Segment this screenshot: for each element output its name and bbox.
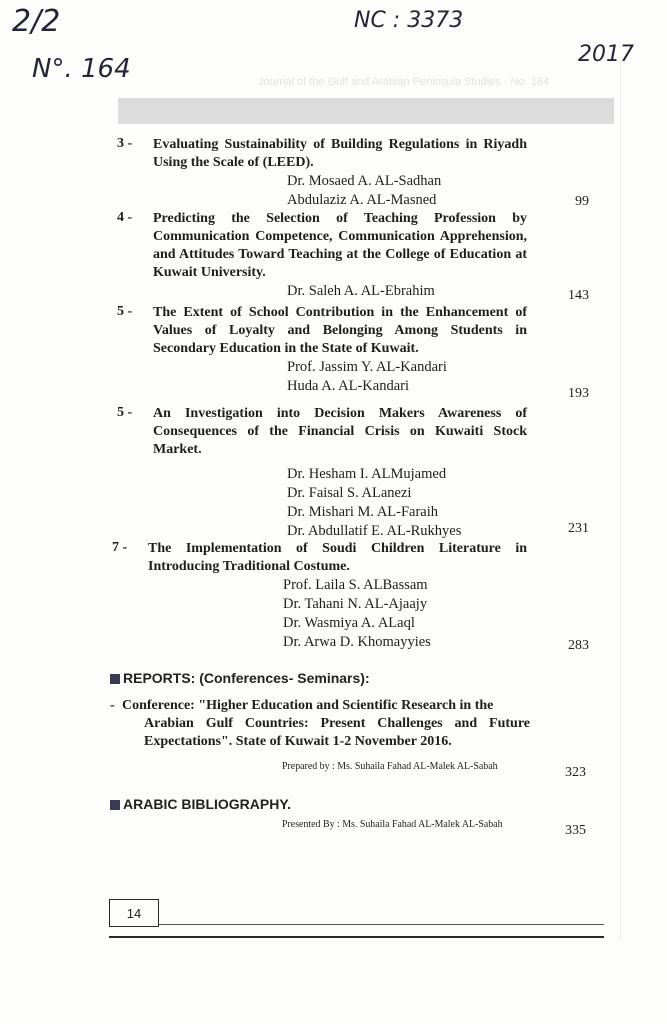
report-page: 323 bbox=[565, 765, 586, 780]
author: Prof. Laila S. ALBassam bbox=[283, 577, 428, 593]
toc-entry-5a bbox=[117, 304, 597, 401]
handwritten-top-left: 2/2 bbox=[12, 4, 61, 39]
report-title-rest: Arabian Gulf Countries: Present Challenges and Future Expectations". State of Kuwait 1-2 November 2016. bbox=[144, 716, 530, 749]
author: Dr. Mosaed A. AL-Sadhan bbox=[287, 173, 442, 189]
toc-entry-4 bbox=[117, 210, 597, 301]
author: Dr. Mishari M. AL-Faraih bbox=[287, 504, 439, 520]
author: Huda A. AL-Kandari bbox=[287, 378, 410, 394]
author: Abdulaziz A. AL-Masned bbox=[287, 192, 437, 208]
entry-number: 3 - bbox=[117, 136, 133, 151]
handwritten-issue-number: N°. 164 bbox=[32, 54, 131, 84]
header-band bbox=[118, 98, 614, 124]
entry-page: 193 bbox=[568, 386, 589, 401]
toc-entry-3 bbox=[117, 136, 597, 210]
bibliography-page: 335 bbox=[565, 823, 586, 838]
author: Dr. Saleh A. AL-Ebrahim bbox=[287, 283, 435, 299]
handwritten-year: 2017 bbox=[578, 42, 634, 67]
reports-heading-text: REPORTS: (Conferences- Seminars): bbox=[123, 670, 370, 686]
entry-number: 5 - bbox=[117, 405, 133, 420]
entry-page: 143 bbox=[568, 288, 589, 303]
entry-page: 99 bbox=[575, 194, 589, 209]
entry-title: An Investigation into Decision Makers Awareness of Consequences of the Financial Crisis on Kuwaiti Stock Market. bbox=[153, 406, 527, 457]
toc-entry-7 bbox=[112, 540, 597, 653]
author: Dr. Tahani N. AL-Ajaajy bbox=[283, 596, 428, 612]
bibliography-heading-text: ARABIC BIBLIOGRAPHY. bbox=[123, 796, 292, 812]
author: Prof. Jassim Y. AL-Kandari bbox=[287, 359, 447, 375]
square-bullet-icon bbox=[110, 674, 120, 684]
entry-page: 283 bbox=[568, 638, 589, 653]
report-title-line1: Conference: "Higher Education and Scientific Research in the bbox=[122, 698, 494, 713]
bibliography-heading bbox=[110, 796, 291, 812]
footer-rule bbox=[109, 936, 604, 938]
author: Dr. Abdullatif E. AL-Rukhyes bbox=[287, 523, 462, 539]
entry-page: 231 bbox=[568, 521, 589, 536]
entry-title: Predicting the Selection of Teaching Profession by Communication Competence, Communication Apprehension, and Attitudes Toward Teaching at the College of Education at Kuwait University. bbox=[153, 211, 527, 280]
report-title bbox=[110, 697, 530, 751]
reports-heading bbox=[110, 670, 370, 686]
report-credit: Prepared by : Ms. Suhaila Fahad AL-Malek AL-Sabah bbox=[282, 760, 498, 772]
page-number-box bbox=[109, 899, 159, 927]
entry-number: 7 - bbox=[112, 540, 128, 555]
bleed-through-header: Journal of the Gulf and Arabian Peninsula Studies - No. 164 bbox=[258, 76, 550, 88]
toc-entry-5b bbox=[117, 405, 597, 541]
entry-number: 4 - bbox=[117, 210, 133, 225]
square-bullet-icon bbox=[110, 800, 120, 810]
author: Dr. Wasmiya A. ALaql bbox=[283, 615, 415, 631]
entry-title: Evaluating Sustainability of Building Regulations in Riyadh Using the Scale of (LEED). bbox=[153, 137, 527, 170]
author: Dr. Hesham I. ALMujamed bbox=[287, 466, 447, 482]
handwritten-catalog-number: NC : 3373 bbox=[354, 8, 464, 33]
report-dash: - bbox=[110, 698, 115, 713]
entry-title: The Extent of School Contribution in the Enhancement of Values of Loyalty and Belonging Among Students in Secondary Education in the State of Kuwait. bbox=[153, 305, 527, 356]
author: Dr. Arwa D. Khomayyies bbox=[283, 634, 431, 650]
page-number: 14 bbox=[126, 905, 142, 921]
entry-number: 5 - bbox=[117, 304, 133, 319]
footer-rule-thin bbox=[158, 924, 604, 925]
author: Dr. Faisal S. ALanezi bbox=[287, 485, 412, 501]
bibliography-credit: Presented By : Ms. Suhaila Fahad AL-Malek AL-Sabah bbox=[282, 818, 503, 830]
page-edge-shadow bbox=[620, 60, 621, 940]
entry-title: The Implementation of Soudi Children Literature in Introducing Traditional Costume. bbox=[148, 541, 527, 574]
